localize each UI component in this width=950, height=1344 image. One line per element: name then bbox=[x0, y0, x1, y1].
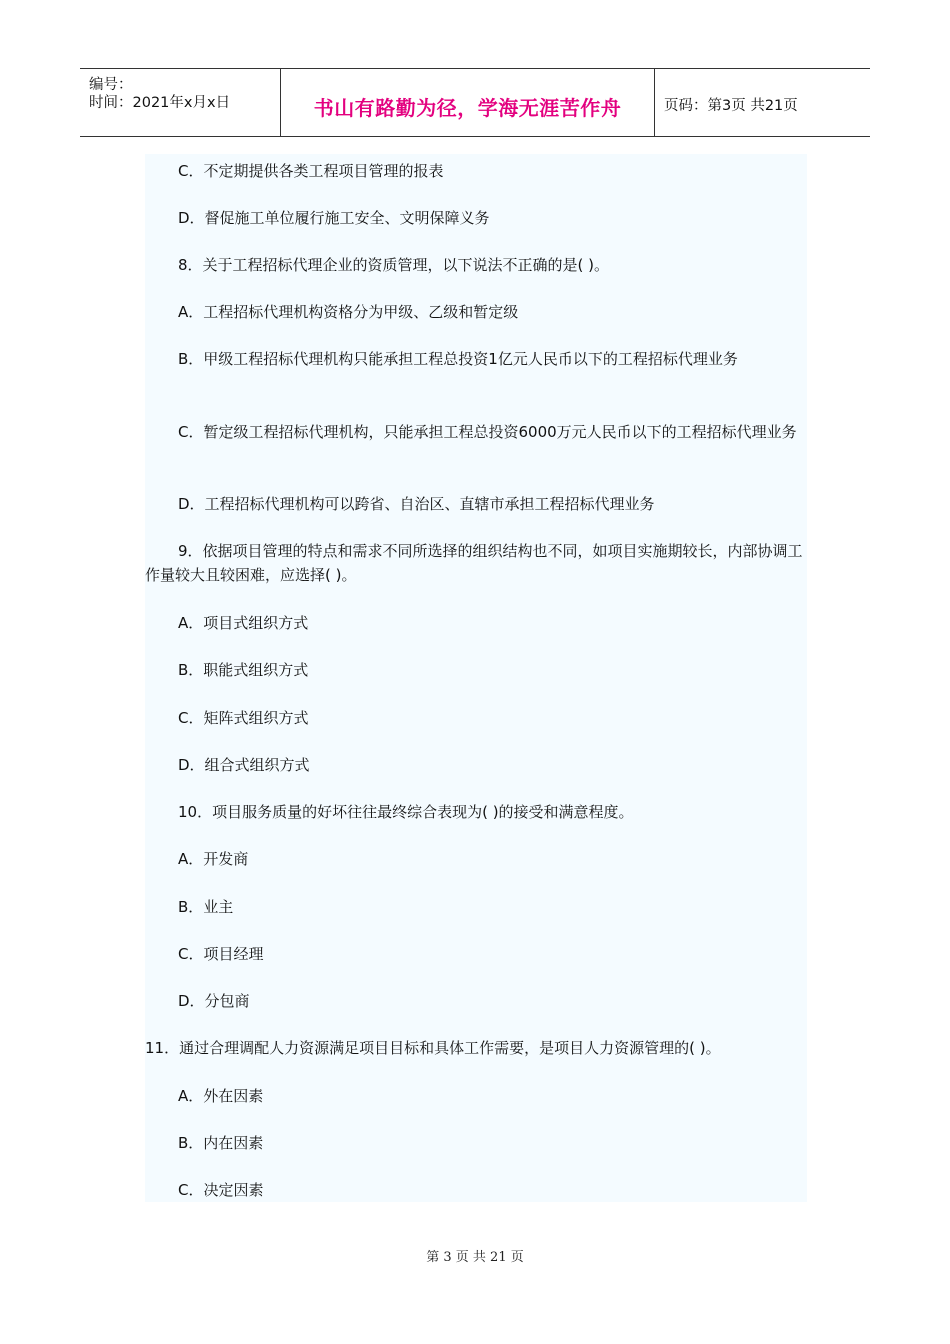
header-page-cell bbox=[655, 69, 870, 136]
option-line: A．开发商 bbox=[178, 850, 249, 868]
option-line: C．暂定级工程招标代理机构，只能承担工程总投资6000万元人民币以下的工程招标代理业务 bbox=[178, 423, 797, 441]
option-line: D．工程招标代理机构可以跨省、自治区、直辖市承担工程招标代理业务 bbox=[178, 495, 655, 513]
option-line: A．工程招标代理机构资格分为甲级、乙级和暂定级 bbox=[178, 303, 519, 321]
option-line: B．甲级工程招标代理机构只能承担工程总投资1亿元人民币以下的工程招标代理业务 bbox=[178, 350, 738, 368]
option-line: C．不定期提供各类工程项目管理的报表 bbox=[178, 162, 444, 180]
page-footer: 第 3 页 共 21 页 bbox=[426, 1250, 524, 1265]
option-line: C．矩阵式组织方式 bbox=[178, 709, 309, 727]
question-line: 11．通过合理调配人力资源满足项目目标和具体工作需要，是项目人力资源管理的( )。 bbox=[145, 1039, 721, 1057]
page-code: 页码：第3页 共21页 bbox=[664, 98, 798, 114]
option-line: A．项目式组织方式 bbox=[178, 614, 309, 632]
date-label: 时间：2021年x月x日 bbox=[89, 95, 231, 111]
option-line: D．分包商 bbox=[178, 992, 250, 1010]
option-line: D．督促施工单位履行施工安全、文明保障义务 bbox=[178, 209, 490, 227]
option-line: B．业主 bbox=[178, 898, 234, 916]
option-line: C．项目经理 bbox=[178, 945, 264, 963]
question-line: 9．依据项目管理的特点和需求不同所选择的组织结构也不同，如项目实施期较长，内部协调工作量较大且较困难，应选择( )。 bbox=[145, 542, 803, 584]
option-line: C．决定因素 bbox=[178, 1181, 264, 1199]
question-line: 10．项目服务质量的好坏往往最终综合表现为( )的接受和满意程度。 bbox=[178, 803, 634, 821]
option-line: A．外在因素 bbox=[178, 1087, 264, 1105]
option-line: B．内在因素 bbox=[178, 1134, 264, 1152]
option-line: B．职能式组织方式 bbox=[178, 661, 309, 679]
number-label: 编号： bbox=[89, 77, 133, 93]
option-line: D．组合式组织方式 bbox=[178, 756, 310, 774]
header-info-cell bbox=[80, 69, 281, 136]
question-line: 8．关于工程招标代理企业的资质管理，以下说法不正确的是( )。 bbox=[178, 256, 610, 274]
header-motto-cell bbox=[281, 69, 655, 136]
motto: 书山有路勤为径，学海无涯苦作舟 bbox=[313, 96, 622, 120]
page-header bbox=[80, 68, 870, 137]
